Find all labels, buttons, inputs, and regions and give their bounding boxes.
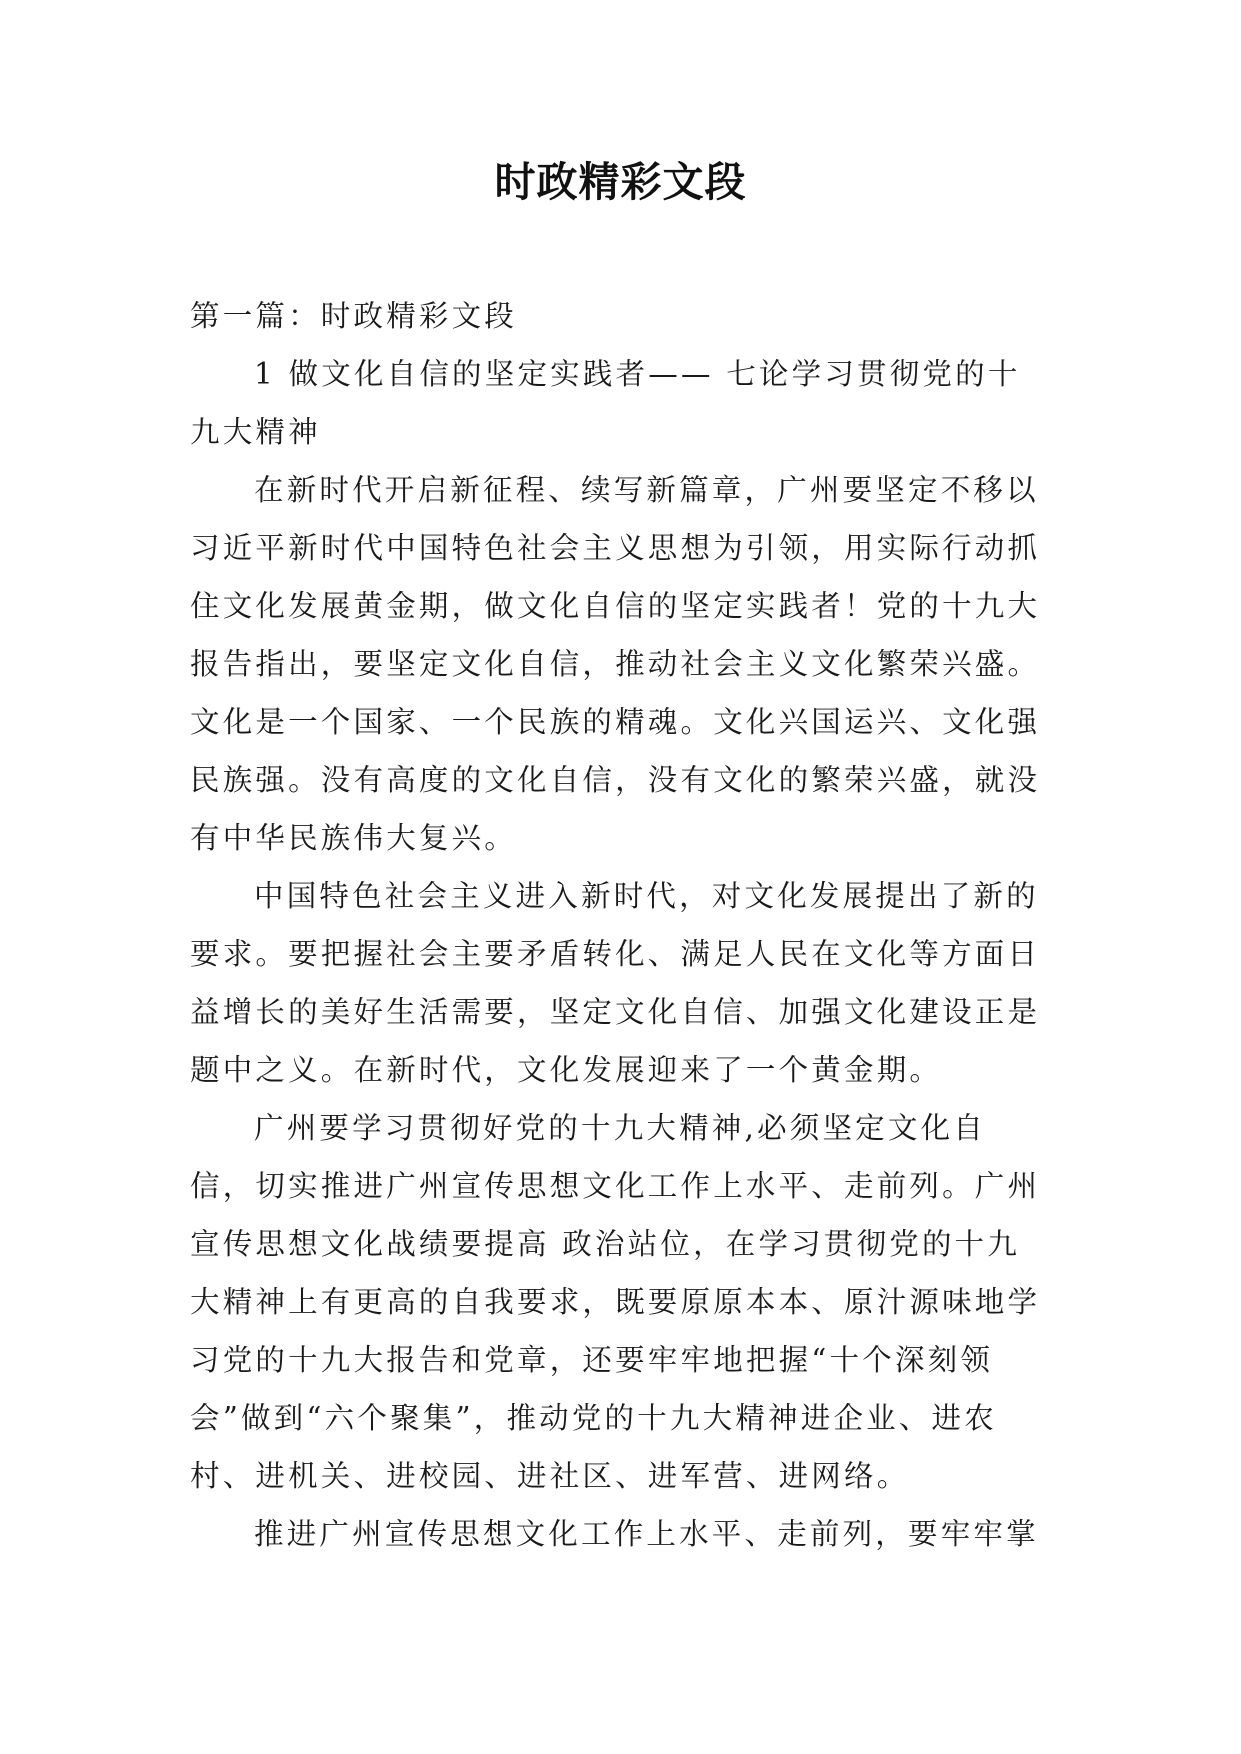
paragraph: 中国特色社会主义进入新时代，对文化发展提出了新的要求。要把握社会主要矛盾转化、满足人民在文化等方面日益增长的美好生活需要，坚定文化自信、加强文化建设正是题中之义。在新时代，文化发展迎来了一个黄金期。: [190, 879, 1041, 1087]
paragraph: 在新时代开启新征程、续写新篇章，广州要坚定不移以习近平新时代中国特色社会主义思想为引领，用实际行动抓住文化发展黄金期，做文化自信的坚定实践者！党的十九大报告指出，要坚定文化自信，推动社会主义文化繁荣兴盛。文化是一个国家、一个民族的精魂。文化兴国运兴、文化强民族强。没有高度的文化自信，没有文化的繁荣兴盛，就没有中华民族伟大复兴。: [190, 473, 1041, 855]
document-title: 时政精彩文段: [494, 158, 747, 206]
paragraph: 广州要学习贯彻好党的十九大精神,必须坚定文化自信，切实推进广州宣传思想文化工作上水平、走前列。广州宣传思想文化战绩要提高 政治站位，在学习贯彻党的十九大精神上有更高的自我要求，既要原原本本、原汁源味地学习党的十九大报告和党章，还要牢牢地把握“十个深刻领会”做到“六个聚集”，推动党的十九大精神进企业、进农村、进机关、进校园、进社区、进军营、进网络。: [190, 1111, 1041, 1493]
paragraph: 推进广州宣传思想文化工作上水平、走前列，要牢牢掌: [254, 1517, 1039, 1551]
paragraph-article-title: 1 做文化自信的坚定实践者—— 七论学习贯彻党的十九大精神: [190, 357, 1021, 449]
section-heading: 第一篇：时政精彩文段: [190, 299, 518, 333]
document-body: [190, 287, 1051, 1563]
